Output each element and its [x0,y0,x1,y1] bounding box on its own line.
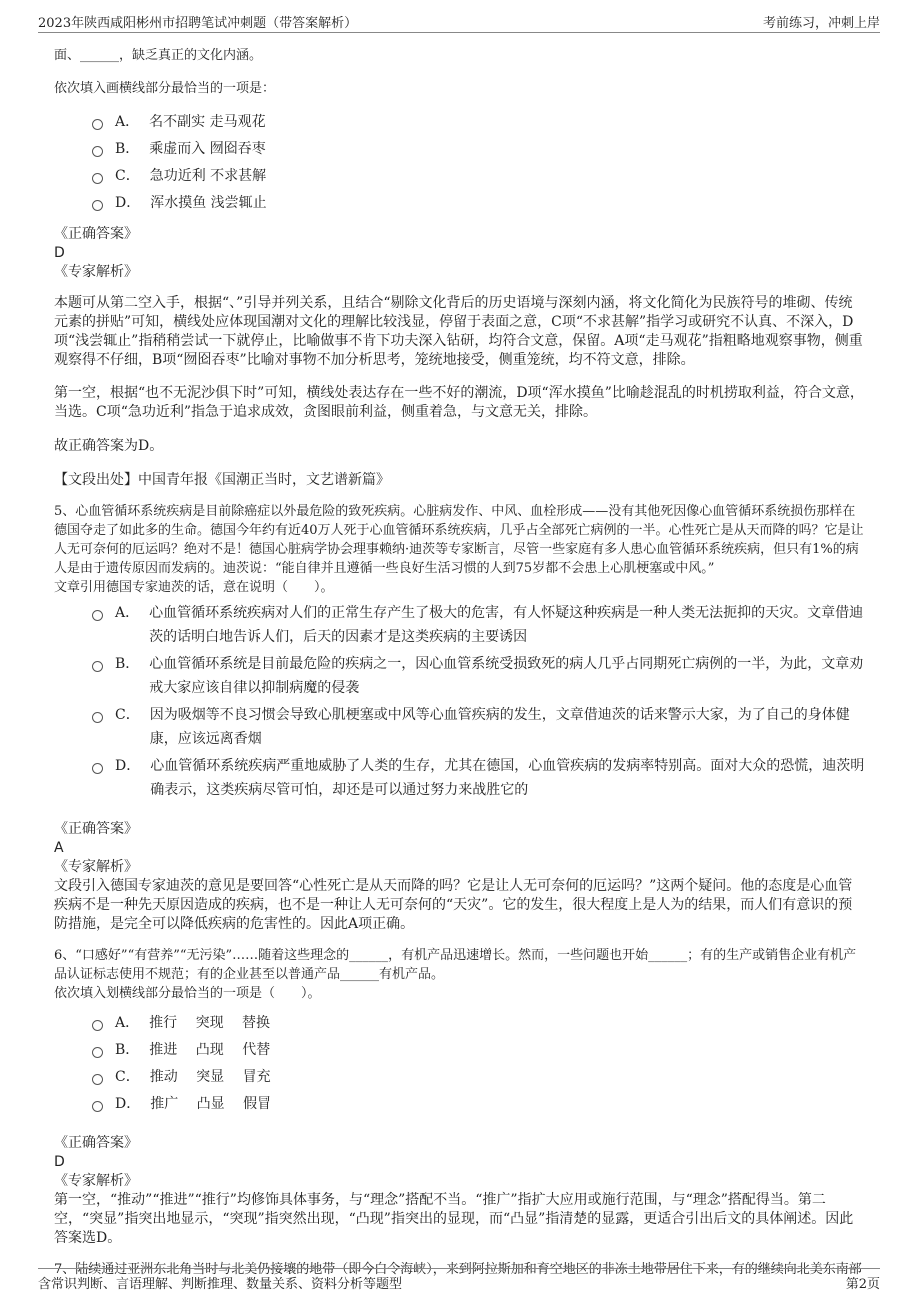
option-a[interactable] [92,110,866,134]
answer-heading: 《正确答案》 [54,226,138,242]
option-c[interactable] [92,164,866,188]
option-a[interactable] [92,601,866,649]
analysis-paragraph: 本题可从第二空入手，根据“、”引导并列关系，且结合“剔除文化背后的历史语境与深刻内涵，将文化简化为民族符号的堆砌、传统元素的拼贴”可知，横线处应体现国潮对文化的理解比较浅显，停留于表面之意，C项“不求甚解”指学习或研究不认真、不深入，D项“浅尝辄止”指稍稍尝试一下就停止，比喻做事不肯下功夫深入钻研，均符合文意，保留。A项“走马观花”指粗略地观察事物，侧重观察得不仔细，B项“囫囵吞枣”比喻对事物不加分析思考，笼统地接受，侧重笼统，均不符文意，排除。 [54,295,863,368]
option-letter: D． [115,1096,141,1112]
answer-heading: 《正确答案》 [54,821,138,837]
option-text: 心血管循环系统疾病对人们的正常生存产生了极大的危害，有人怀疑这种疾病是一种人类无法扼抑的天灾。文章借迪茨的话明白地告诉人们，后天的因素才是这类疾病的主要诱因 [149,605,864,645]
question-prompt: 依次填入画横线部分最恰当的一项是： [54,81,276,96]
analysis-heading: 《专家解析》 [54,264,138,280]
radio-icon[interactable] [92,119,103,130]
question-prompt: 依次填入划横线部分最恰当的一项是（ ）。 [54,986,321,1001]
answer-heading: 《正确答案》 [54,1135,138,1151]
question-stem-tail: 面、______，缺乏真正的文化内涵。 [54,48,263,63]
radio-icon[interactable] [92,1101,103,1112]
radio-icon[interactable] [92,661,103,672]
document-title: 2023年陕西咸阳彬州市招聘笔试冲刺题（带答案解析） [38,16,358,31]
analysis-paragraph: 第一空，“推动”“推进”“推行”均修饰具体事务，与“理念”搭配不当。“推广”指扩大应用或施行范围，与“理念”搭配得当。第二空，“突显”指突出地显示，“突现”指突然出现，“凸现”指突出的显现，而“凸显”指清楚的显露，更适合引出后文的具体阐述。因此答案选D。 [54,1192,854,1246]
question-stem: 7、陆续通过亚洲东北角当时与北美仍接壤的地带（即今白令海峡），来到阿拉斯加和育空地区的非冻土地带居住下来，有的继续向北美东南部 [54,1262,862,1277]
option-letter: A． [115,114,140,130]
page-header [38,10,880,33]
radio-icon[interactable] [92,1074,103,1085]
question-prompt: 文章引用德国专家迪茨的话，意在说明（ ）。 [54,580,334,595]
option-b[interactable] [92,1038,866,1062]
radio-icon[interactable] [92,1020,103,1031]
analysis-heading: 《专家解析》 [54,859,138,875]
option-d[interactable] [92,191,866,215]
question-6 [54,946,866,1248]
option-text: 心血管循环系统疾病严重地威胁了人类的生存，尤其在德国，心血管疾病的发病率特别高。面对大众的恐慌，迪茨明确表示，这类疾病尽管可怕，却还是可以通过努力来战胜它的 [150,758,865,798]
page-number: 第2页 [845,1277,880,1292]
source-note: 【文段出处】中国青年报《国潮正当时，文艺谱新篇》 [54,472,390,488]
radio-icon[interactable] [92,173,103,184]
analysis-paragraph: 第一空，根据“也不无泥沙俱下时”可知，横线处表达存在一些不好的潮流，D项“浑水摸鱼”比喻趁混乱的时机捞取利益，符合文意，当选。C项“急功近利”指急于追求成效，贪图眼前利益，侧重着急，与文意无关，排除。 [54,385,864,420]
question-stem: 6、“口感好”“有营养”“无污染”……随着这些理念的______，有机产品迅速增长。然而，一些问题也开始______；有的生产或销售企业有机产品认证标志使用不规范；有的企业甚至以普通产品______有机产品。 [54,948,857,982]
question-4 [54,46,866,490]
option-b[interactable] [92,137,866,161]
question-stem: 5、心血管循环系统疾病是目前除癌症以外最危险的致死疾病。心脏病发作、中风、血栓形成——没有其他死因像心血管循环系统损伤那样在德国夺走了如此多的生命。德国今年约有近40万人死于心血管循环系统疾病，几乎占全部死亡病例的一半。心性死亡是从天而降的吗？它是让人无可奈何的厄运吗？绝对不是！德国心脏病学协会理事赖纳·迪茨等专家断言，尽管一些家庭有多人患心血管循环系统疾病，但只有1%的病人是由于遗传原因而发病的。迪茨说：“能自律并且遵循一些良好生活习惯的人到75岁都不会患上心肌梗塞或中风。” [54,504,864,576]
option-letter: B． [115,1042,140,1058]
option-text: 名不副实 走马观花 [149,114,266,130]
radio-icon[interactable] [92,200,103,211]
footer-categories: 含常识判断、言语理解、判断推理、数量关系、资料分析等题型 [38,1277,403,1292]
radio-icon[interactable] [92,1047,103,1058]
option-text: 推动 突显 冒充 [149,1069,271,1085]
option-letter: A． [115,1015,140,1031]
option-a[interactable] [92,1011,866,1035]
option-b[interactable] [92,652,866,700]
radio-icon[interactable] [92,610,103,621]
analysis-paragraph: 文段引入德国专家迪茨的意见是要回答“心性死亡是从天而降的吗？它是让人无可奈何的厄运吗？”这两个疑问。他的态度是心血管疾病不是一种先天原因造成的疾病，也不是一种让人无可奈何的“天灾”。它的发生，很大程度上是人为的结果，而人们有意识的预防措施，是完全可以降低疾病的危害性的。因此A项正确。 [54,878,853,932]
option-text: 推进 凸现 代替 [149,1042,271,1058]
radio-icon[interactable] [92,712,103,723]
option-text: 心血管循环系统是目前最危险的疾病之一，因心血管系统受损致死的病人几乎占同期死亡病例的一半，为此，文章劝戒大家应该自律以抑制病魔的侵袭 [149,656,864,696]
option-d[interactable] [92,754,866,802]
option-letter: B． [115,656,140,672]
header-slogan: 考前练习，冲刺上岸 [762,16,880,31]
option-text: 浑水摸鱼 浅尝辄止 [150,195,267,211]
option-c[interactable] [92,1065,866,1089]
option-letter: D． [115,758,141,774]
radio-icon[interactable] [92,146,103,157]
option-letter: D． [115,195,141,211]
question-5 [54,502,866,934]
analysis-conclusion: 故正确答案为D。 [54,438,164,454]
option-d[interactable] [92,1092,866,1116]
option-letter: C． [115,1069,140,1085]
page-content [54,40,866,1279]
radio-icon[interactable] [92,763,103,774]
option-letter: A． [115,605,140,621]
option-text: 急功近利 不求甚解 [149,168,267,184]
option-letter: B． [115,141,140,157]
answer-value: D [54,1154,65,1170]
answer-value: D [54,245,65,261]
option-letter: C． [115,168,140,184]
option-text: 推行 突现 替换 [149,1015,271,1031]
option-c[interactable] [92,703,866,751]
option-text: 乘虚而入 囫囵吞枣 [149,141,266,157]
option-letter: C． [115,707,140,723]
answer-value: A [54,840,64,856]
analysis-heading: 《专家解析》 [54,1173,138,1189]
option-text: 推广 凸显 假冒 [150,1096,272,1112]
option-text: 因为吸烟等不良习惯会导致心肌梗塞或中风等心血管疾病的发生，文章借迪茨的话来警示大家，为了自己的身体健康，应该远离香烟 [149,707,850,747]
page-footer [38,1268,880,1291]
